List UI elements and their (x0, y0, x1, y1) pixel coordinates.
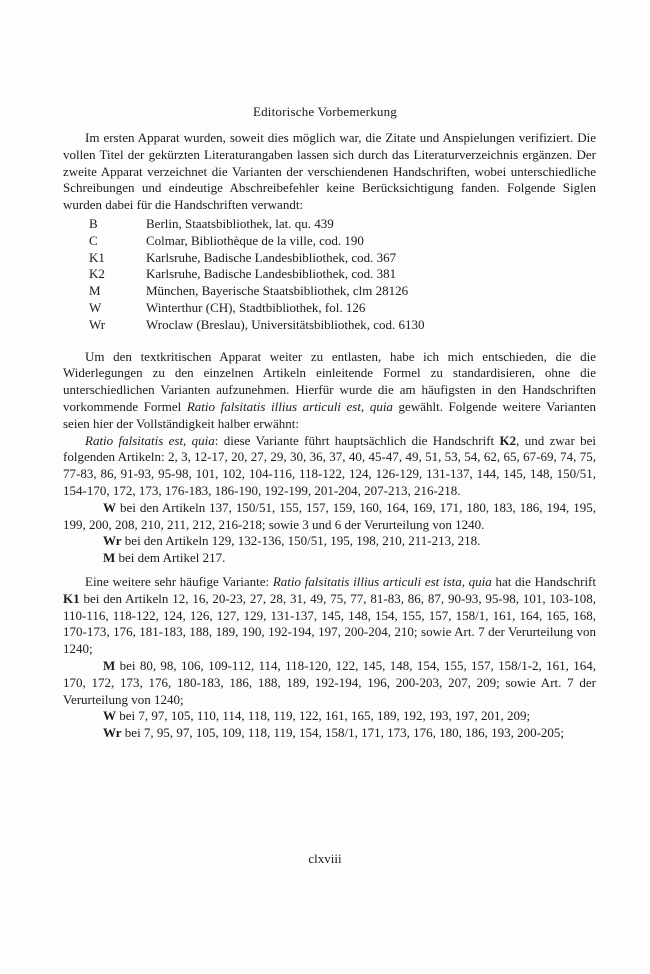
text-run: bei den Artikeln 129, 132-136, 150/51, 195, 198, 210, 211-213, 218. (121, 533, 481, 549)
siglen-description: Karlsruhe, Badische Landesbibliothek, cod. 367 (146, 249, 397, 265)
siglen-description: Colmar, Bibliothèque de la ville, cod. 190 (146, 232, 364, 248)
paragraph (63, 500, 596, 534)
text-run: bei 80, 98, 106, 109-112, 114, 118-120, 122, 145, 148, 154, 155, 157, 158/1-2, 161, 164, 170, 172, 173, 176, 180-183, 186, 188, 189, 192-194, 196, 200-203, 207, 209; sowie Art. 7 der Verurteilung von 1240; (63, 657, 596, 707)
paragraph (63, 130, 596, 214)
text-run: K1 (63, 590, 80, 606)
siglen-row (89, 250, 596, 267)
text-run: W (103, 499, 116, 515)
paragraph (63, 574, 596, 658)
text-run: M (103, 657, 116, 673)
text-run: W (103, 708, 116, 724)
page-number: clxviii (308, 851, 342, 866)
text-run: Wr (103, 533, 122, 549)
text-run: : diese Variante führt hauptsächlich die Handschrift (214, 432, 500, 448)
page-body (63, 130, 596, 742)
text-run: M (103, 550, 116, 566)
text-run: gewählt. Folgende weitere Varianten seien hier der Vollständigkeit halber erwähnt: (63, 398, 596, 431)
paragraph (63, 433, 596, 500)
text-run: Eine weitere sehr häufige Variante: (85, 573, 273, 589)
text-run: bei 7, 95, 97, 105, 109, 118, 119, 154, 158/1, 171, 173, 176, 180, 186, 193, 200-205; (121, 725, 565, 741)
siglen-description: Berlin, Staatsbibliothek, lat. qu. 439 (146, 215, 334, 231)
siglen-row (89, 300, 596, 317)
siglen-row (89, 283, 596, 300)
text-run: Ratio falsitatis illius articuli est, quia (186, 398, 393, 414)
siglen-symbol: K2 (89, 266, 105, 282)
siglen-description: Winterthur (CH), Stadtbibliothek, fol. 126 (146, 299, 366, 315)
paragraph (63, 349, 596, 433)
text-run: Im ersten Apparat wurden, soweit dies möglich war, die Zitate und Anspielungen verifiziert. Die vollen Titel der gekürzten Literaturangaben lassen sich durch das Literaturverzeichnis ergänzen. Der zweite Apparat verzeichnet die Varianten der verschiendenen Handschriften, wobei unterschiedliche Schreibungen und eindeutige Abschreibefehler keine Berücksichtigung fanden. Folgende Siglen wurden dabei für die Handschriften verwandt: (63, 130, 596, 213)
siglen-row (89, 233, 596, 250)
paragraph (63, 550, 596, 567)
paragraph (63, 708, 596, 725)
siglen-symbol: K1 (89, 249, 105, 265)
text-run: Ratio falsitatis illius articuli est ista, quia (272, 573, 492, 589)
siglen-symbol: Wr (89, 316, 106, 332)
text-run: Um den textkritischen Apparat weiter zu entlasten, habe ich mich entschieden, die die Widerlegungen zu den einzelnen Artikeln einleitende Formel zu standardisieren, ohne die unterschiedlichen Varianten aufzunehmen. Hierfür wurde die am häufigsten in den Handschriften vorkommende Formel (63, 348, 596, 414)
text-run: Wr (103, 725, 122, 741)
siglen-symbol: W (89, 299, 102, 315)
paragraph (63, 658, 596, 708)
siglen-description: Wroclaw (Breslau), Universitätsbibliothek, cod. 6130 (146, 316, 425, 332)
paragraph (63, 725, 596, 742)
siglen-symbol: B (89, 215, 98, 231)
siglen-symbol: M (89, 283, 101, 299)
siglen-symbol: C (89, 232, 98, 248)
siglen-row (89, 266, 596, 283)
siglen-row (89, 216, 596, 233)
text-run: bei den Artikeln 12, 16, 20-23, 27, 28, 31, 49, 75, 77, 81-83, 86, 87, 90-93, 95-98, 101, 103-108, 110-116, 118-122, 124, 126, 127, 129, 131-137, 145, 148, 154, 155, 157, 158/1, 161, 164, 165, 168, 170-173, 176, 181-183, 188, 189, 190, 192-194, 197, 200-204, 210; sowie Art. 7 der Verurteilung von 1240; (63, 590, 596, 657)
text-run: bei den Artikeln 137, 150/51, 155, 157, 159, 160, 164, 169, 171, 180, 183, 186, 194, 195, 199, 200, 208, 210, 211, 212, 216-218; sowie 3 und 6 der Verurteilung von 1240. (63, 499, 596, 532)
page-title: Editorische Vorbemerkung (252, 104, 398, 119)
siglen-row (89, 317, 596, 334)
text-run: hat die Handschrift (491, 573, 596, 589)
text-run: K2 (499, 432, 517, 448)
siglen-description: Karlsruhe, Badische Landesbibliothek, cod. 381 (146, 266, 397, 282)
text-run: Ratio falsitatis est, quia (85, 432, 215, 448)
text-run: bei dem Artikel 217. (115, 550, 226, 566)
text-run: bei 7, 97, 105, 110, 114, 118, 119, 122, 161, 165, 189, 192, 193, 197, 201, 209; (116, 708, 531, 724)
siglen-list (89, 216, 596, 334)
text-run: , und zwar bei folgenden Artikeln: 2, 3, 12-17, 20, 27, 29, 30, 36, 37, 40, 45-47, 49, 51, 53, 54, 62, 65, 67-69, 74, 75, 77-83, 86, 91-93, 95-98, 101, 102, 104-116, 118-122, 124, 126-129, 131-137, 144, 145, 148, 150/51, 154-170, 172, 173, 176-183, 186-190, 192-199, 201-204, 207-213, 216-218. (63, 432, 596, 498)
siglen-description: München, Bayerische Staatsbibliothek, clm 28126 (146, 283, 409, 299)
paragraph (63, 533, 596, 550)
